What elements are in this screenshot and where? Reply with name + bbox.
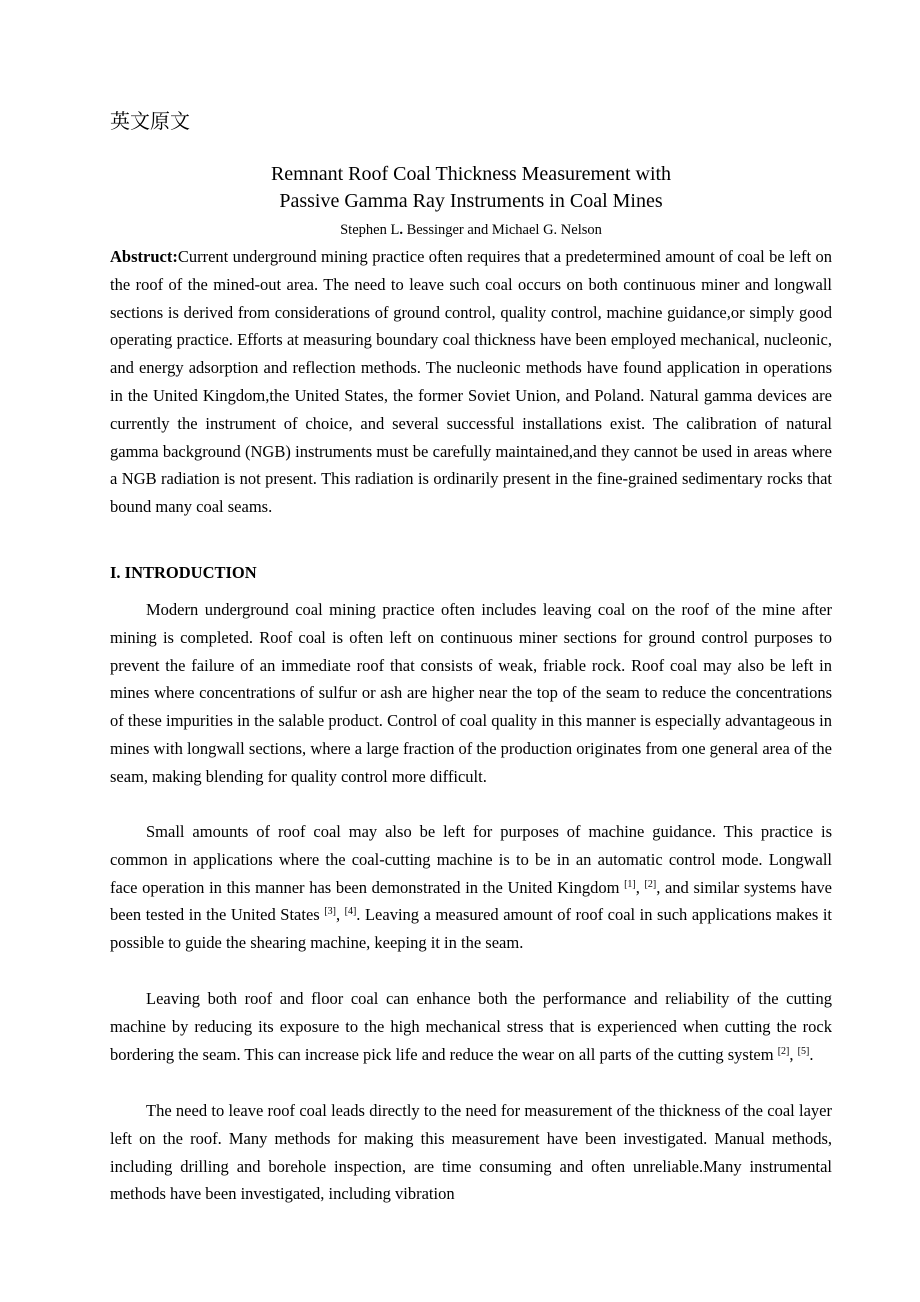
paragraph-2-text-a: Small amounts of roof coal may also be left for purposes of machine guidance. This practice is common in applications where the coal-cutting machine is to be in an automatic control mode. Longwall face operation in this manner has been demonstrated in the United Kingdom [110, 822, 832, 897]
paragraph-2-text-c: . Leaving a measured amount of roof coal in such applications makes it possible to guide the shearing machine, keeping it in the seam. [110, 905, 832, 953]
citation-ref-5: [5] [797, 1045, 810, 1057]
authors [110, 220, 832, 240]
paragraph-2-text-b: , and similar systems have been tested in the United States [110, 877, 832, 925]
section-heading-cn: 英文原文 [110, 109, 190, 133]
paragraph-3-text: Leaving both roof and floor coal can enhance both the performance and reliability of the cutting machine by reducing its exposure to the high mechanical stress that is experienced when cutting the rock bordering the seam. This can increase pick life and reduce the wear on all parts of the cutting system [110, 989, 832, 1064]
citation-ref-2: [2] [644, 878, 657, 890]
citation-ref-4: [4] [344, 906, 357, 918]
paragraph-2 [110, 818, 832, 957]
authors-dot: . [399, 222, 403, 238]
authors-part-1: Stephen L [340, 222, 400, 238]
paper-title-line-1: Remnant Roof Coal Thickness Measurement with [270, 163, 672, 185]
paper-title-line-2: Passive Gamma Ray Instruments in Coal Mines [279, 190, 663, 212]
paragraph-3-end: . [809, 1044, 814, 1064]
citation-ref-3: [3] [324, 906, 336, 918]
citation-ref-2: [2] [777, 1045, 790, 1057]
paragraph-1: Modern underground coal mining practice often includes leaving coal on the roof of the mine after mining is completed. Roof coal is often left on continuous miner sections for ground control purposes to prevent the failure of an immediate roof that consists of weak, friable rock. Roof coal may also be left in mines where concentrations of sulfur or ash are higher near the top of the seam to reduce the concentrations of these impurities in the salable product. Control of coal quality in this manner is especially advantageous in mines with longwall sections, where a large fraction of the production originates from one general area of the seam, making blending for quality control more difficult. [110, 600, 832, 786]
citation-separator: , [335, 905, 345, 925]
paragraph-4: The need to leave roof coal leads directly to the need for measurement of the thickness of the coal layer left on the roof. Many methods for making this measurement have been investigated. Manual methods, including drilling and borehole inspection, are time consuming and often unreliable.Many instrumental methods have been investigated, including vibration [110, 1101, 832, 1204]
abstract-text: Current underground mining practice often requires that a predetermined amount of coal be left on the roof of the mined-out area. The need to leave such coal occurs on both continuous miner and longwall sections is derived from considerations of ground control, quality control, machine guidance,or simply good operating practice. Efforts at measuring boundary coal thickness have been employed mechanical, nucleonic, and energy adsorption and reflection methods. The nucleonic methods have found application in operations in the United Kingdom,the United States, the former Soviet Union, and Poland. Natural gamma devices are currently the instrument of choice, and several successful installations exist. The calibration of natural gamma background (NGB) instruments must be carefully maintained,and they cannot be used in areas where a NGB radiation is not present. This radiation is ordinarily present in the fine-grained sedimentary rocks that bound many coal seams. [110, 247, 832, 517]
paragraph-3 [110, 985, 832, 1068]
citation-separator: , [635, 877, 645, 897]
abstract-label: Abstruct: [110, 247, 178, 266]
citation-ref-1: [1] [624, 878, 636, 890]
abstract [110, 243, 832, 521]
authors-part-2: Bessinger and Michael G. Nelson [402, 222, 602, 238]
citation-separator: , [789, 1044, 798, 1064]
introduction-heading: I. INTRODUCTION [110, 563, 257, 582]
